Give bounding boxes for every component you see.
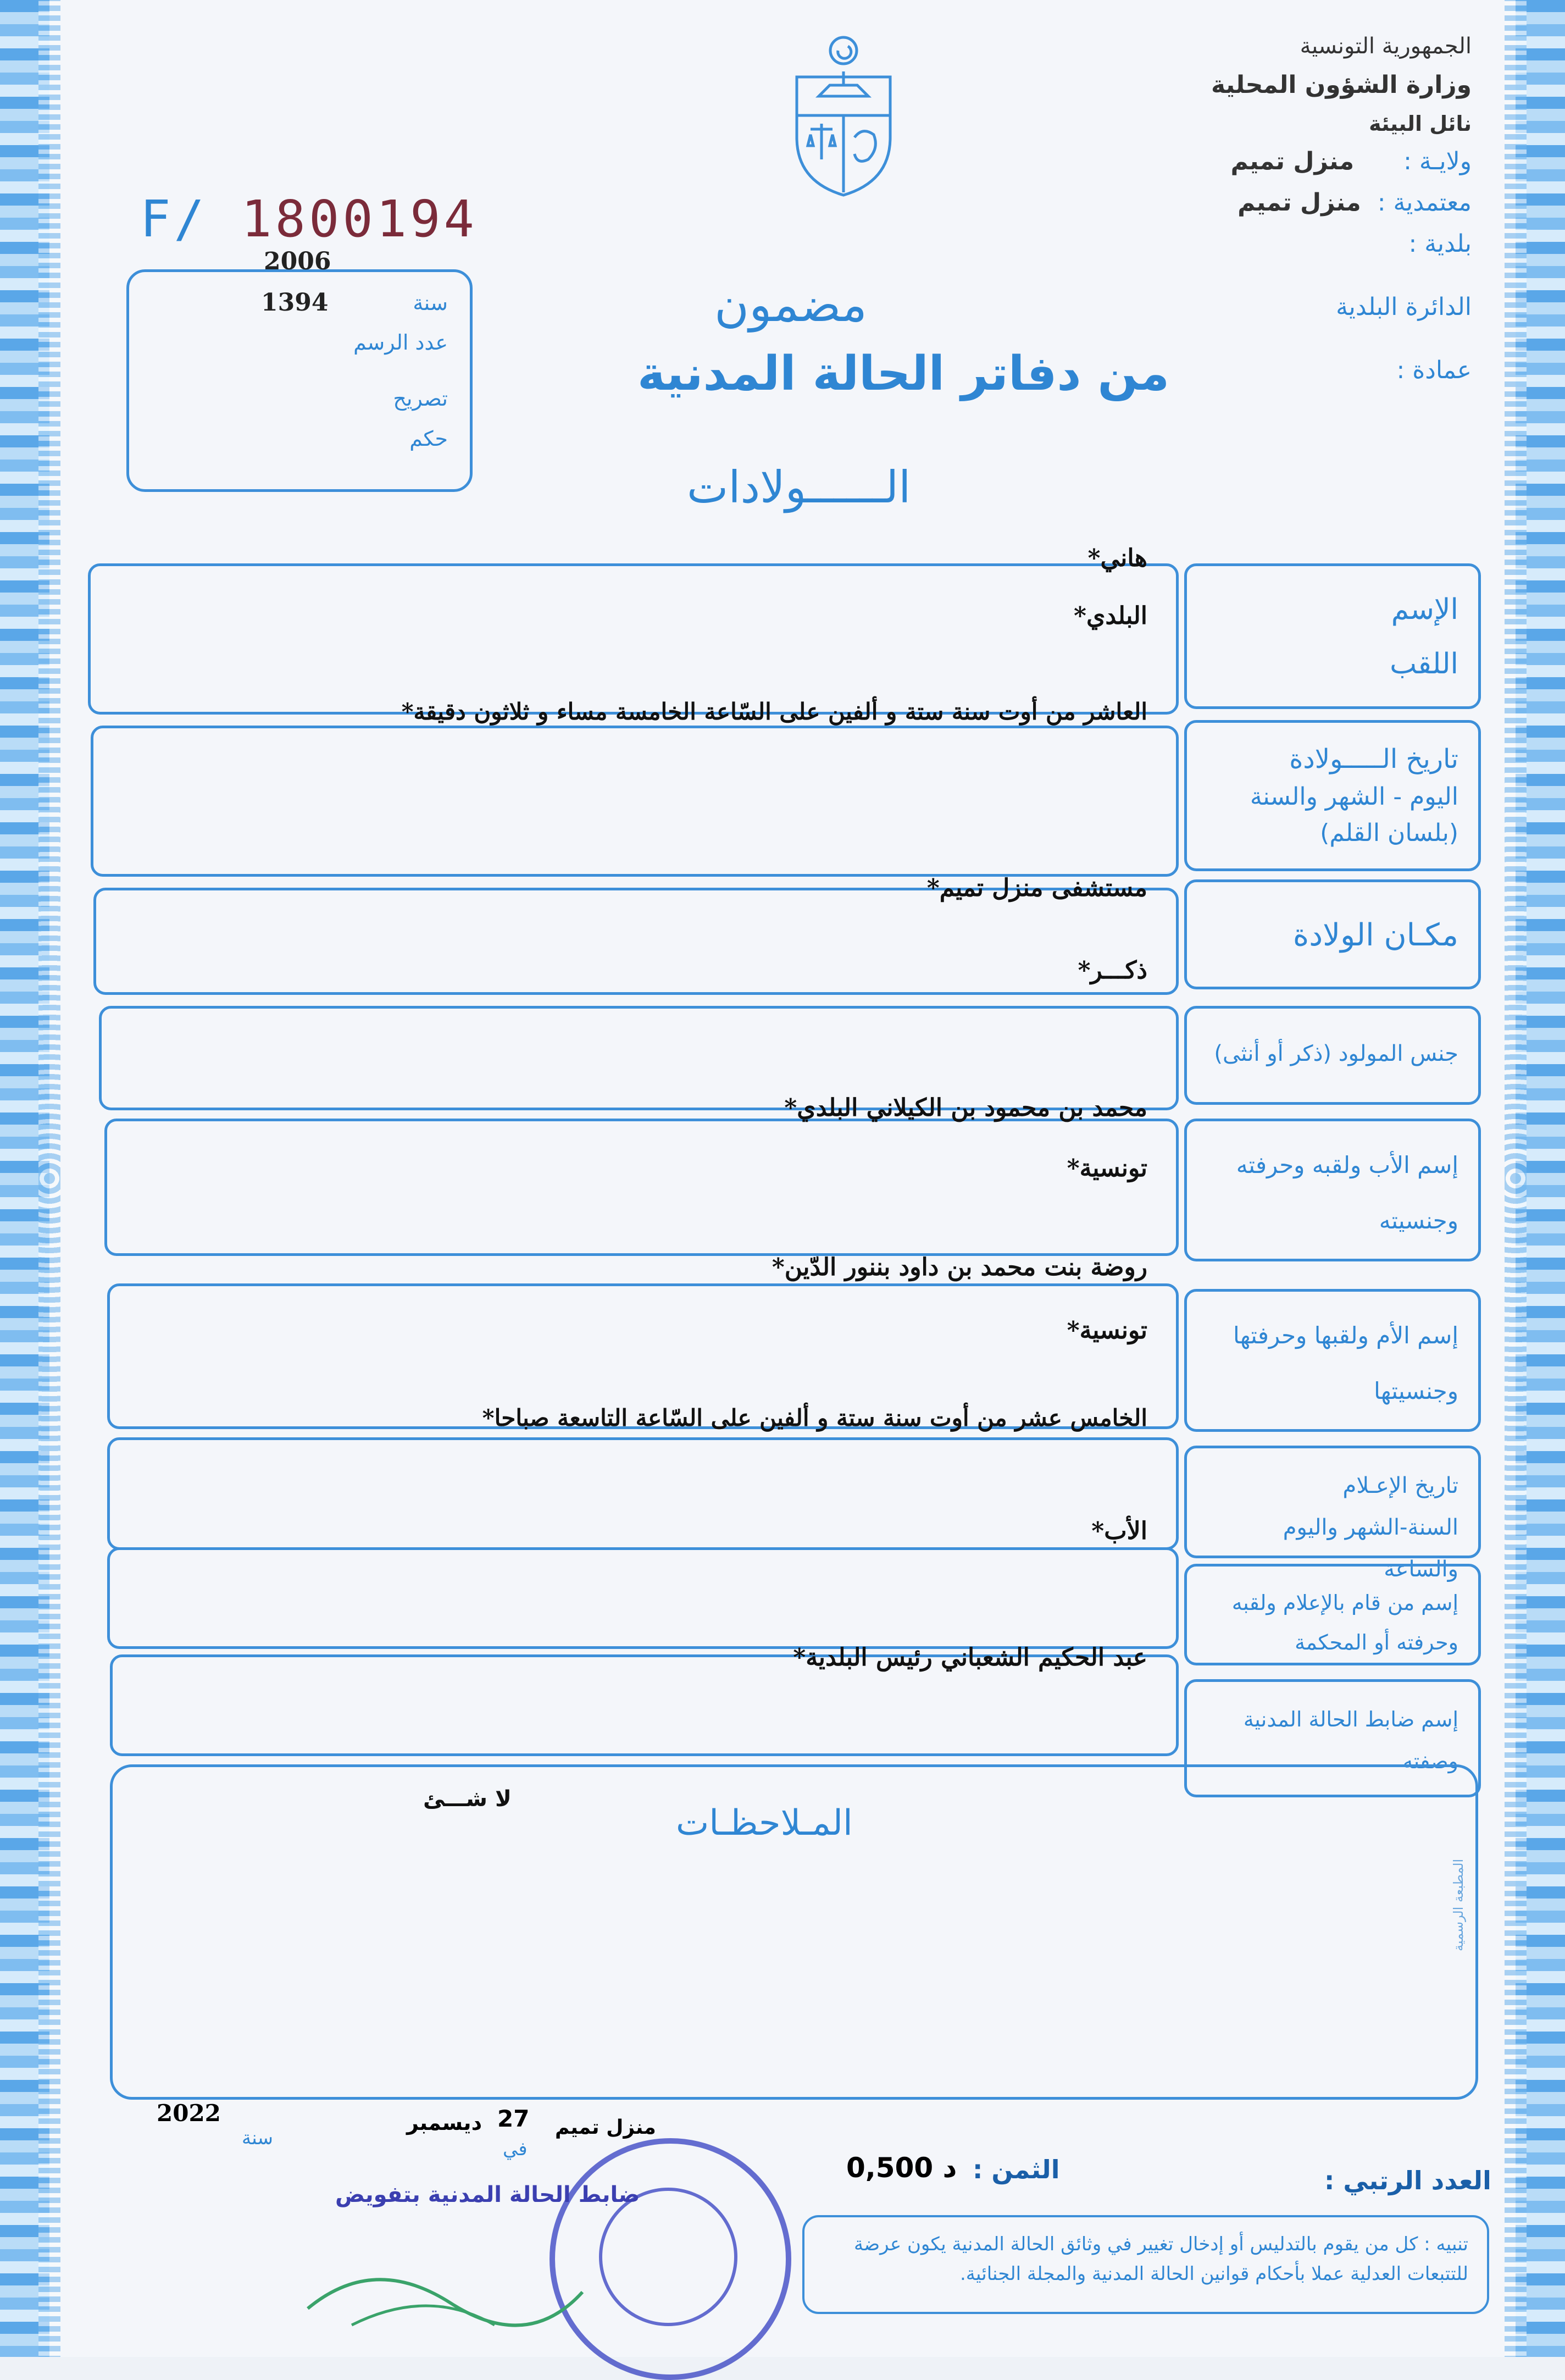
sex-value: ذكـــر* bbox=[1078, 956, 1147, 984]
decorative-border-right bbox=[1516, 0, 1565, 2357]
serial-prefix: F/ bbox=[140, 190, 208, 248]
name-label: الإسم bbox=[1391, 593, 1458, 626]
father-nationality-value: تونسية* bbox=[1067, 1154, 1147, 1182]
moatamadia-label: معتمدية : bbox=[1377, 189, 1472, 217]
birth-place-label-box bbox=[1184, 879, 1481, 989]
declaration-date-value-box bbox=[107, 1437, 1179, 1550]
declarant-label: إسم من قام بالإعلام ولقبه bbox=[1231, 1591, 1458, 1615]
sex-label-box bbox=[1184, 1006, 1481, 1105]
wilaya-label: ولايـة : bbox=[1403, 147, 1472, 176]
registration-box bbox=[126, 247, 473, 492]
decorative-border-left bbox=[0, 0, 49, 2357]
notes-value: لا شـــئ bbox=[423, 1786, 512, 1812]
declarant-label-box bbox=[1184, 1564, 1481, 1665]
signature-icon bbox=[286, 2188, 593, 2342]
declaration-date-sublabel: السنة-الشهر واليوم والساعة bbox=[1283, 1515, 1458, 1582]
declaration-date-value: الخامس عشر من أوت سنة ستة و ألفين على السّاعة التاسعة صباحا* bbox=[482, 1404, 1147, 1431]
footer-month: ديسمبر bbox=[407, 2111, 482, 2135]
footer-place: منزل تميم bbox=[555, 2116, 656, 2139]
footer-day: 27 bbox=[497, 2105, 530, 2132]
birth-place-value-box bbox=[93, 888, 1179, 995]
baladia-label: بلدية : bbox=[1408, 229, 1472, 258]
name-value-box bbox=[88, 563, 1179, 715]
registration-box-labels bbox=[353, 283, 448, 458]
officer-sublabel: وصفته bbox=[1402, 1749, 1458, 1773]
registration-number-label: عدد الرسم bbox=[353, 330, 448, 355]
serial-number bbox=[140, 190, 478, 248]
footer-year: 2022 bbox=[157, 2100, 221, 2127]
district-label: الدائرة البلدية bbox=[1336, 292, 1472, 321]
sex-label: جنس المولود (ذكر أو أنثى) bbox=[1214, 1041, 1458, 1066]
mother-label: إسم الأم ولقبها وحرفتها bbox=[1233, 1322, 1458, 1349]
birth-date-sublabel: اليوم - الشهر والسنة bbox=[1250, 783, 1458, 811]
father-label: إسم الأب ولقبه وحرفته bbox=[1236, 1152, 1458, 1178]
document-title: مضمون bbox=[714, 278, 867, 333]
father-sublabel: وجنسيته bbox=[1379, 1206, 1458, 1234]
footer-year-label: سنة bbox=[242, 2127, 273, 2149]
signature-text: ضابط الحالة المدنية بتفويض bbox=[335, 2182, 640, 2207]
price-label: الثمن : bbox=[973, 2155, 1060, 2184]
serial-value: 1800194 bbox=[241, 190, 478, 248]
footer-in-label: في bbox=[503, 2138, 528, 2160]
notes-title: المـلاحظـات bbox=[676, 1803, 853, 1844]
serial-order-label: العدد الرتبي : bbox=[1324, 2166, 1491, 2195]
omada-label: عمادة : bbox=[1396, 356, 1472, 384]
declarant-sublabel: وحرفته أو المحكمة bbox=[1295, 1630, 1458, 1655]
birth-date-value-box bbox=[91, 726, 1179, 877]
name-value: هاني* bbox=[1087, 544, 1147, 572]
declaration-label: تصريح bbox=[393, 386, 448, 411]
name-label-box bbox=[1184, 563, 1481, 709]
mother-name-value: روضة بنت محمد بن داود بننور الدّين* bbox=[772, 1253, 1147, 1281]
ministry-note: نائل البيئة bbox=[1369, 111, 1472, 136]
judgment-label: حكم bbox=[409, 426, 448, 451]
birth-date-hint: (بلسان القلم) bbox=[1320, 819, 1458, 847]
officer-value: عبد الحكيم الشعباني رئيس البلدية* bbox=[793, 1643, 1147, 1671]
moatamadia-value: منزل تميم bbox=[1237, 189, 1361, 217]
coat-of-arms-icon bbox=[786, 33, 901, 198]
birth-place-label: مكـان الولادة bbox=[1292, 917, 1458, 953]
ministry-label: وزارة الشؤون المحلية bbox=[1211, 71, 1472, 99]
birth-date-label: تاريخ الـــــولادة bbox=[1289, 744, 1458, 774]
legal-warning: تنبيه : كل من يقوم بالتدليس أو إدخال تغيير في وثائق الحالة المدنية يكون عرضة للتتبعات العدلية عملا بأحكام قوانين الحالة المدنية والمجلة الجنائية. bbox=[802, 2215, 1489, 2314]
father-name-value: محمد بن محمود بن الكيلاني البلدي* bbox=[784, 1094, 1147, 1122]
mother-label-box bbox=[1184, 1289, 1481, 1432]
surname-value: البلدي* bbox=[1073, 602, 1147, 630]
year-value: 2006 bbox=[264, 247, 331, 275]
section-title-births: الــــــولادات bbox=[687, 462, 911, 513]
declarant-value: الأب* bbox=[1091, 1517, 1147, 1545]
mother-nationality-value: تونسية* bbox=[1067, 1316, 1147, 1344]
registration-number-value: 1394 bbox=[261, 289, 329, 317]
header-block bbox=[1087, 27, 1472, 391]
officer-label: إسم ضابط الحالة المدنية bbox=[1243, 1707, 1458, 1731]
document-subtitle: من دفاتر الحالة المدنية bbox=[637, 346, 1170, 401]
declarant-value-box bbox=[107, 1547, 1179, 1649]
father-value-box bbox=[104, 1119, 1179, 1256]
republic-label: الجمهورية التونسية bbox=[1300, 34, 1472, 59]
mother-sublabel: وجنسيتها bbox=[1374, 1377, 1458, 1404]
wilaya-value: منزل تميم bbox=[1230, 147, 1355, 176]
birth-date-value: العاشر من أوت سنة ستة و ألفين على السّاعة الخامسة مساء و ثلاثون دقيقة* bbox=[401, 698, 1147, 725]
year-label: سنة bbox=[413, 291, 448, 315]
surname-label: اللقب bbox=[1390, 647, 1458, 680]
birth-date-label-box bbox=[1184, 720, 1481, 871]
birth-place-value: مستشفى منزل تميم* bbox=[926, 874, 1147, 902]
price-value: 0,500 د bbox=[846, 2152, 957, 2184]
father-label-box bbox=[1184, 1119, 1481, 1261]
printer-code: المطبعة الرسمية bbox=[1451, 1858, 1466, 1951]
declaration-date-label: تاريخ الإعـلام bbox=[1342, 1473, 1458, 1498]
declaration-date-label-box bbox=[1184, 1446, 1481, 1582]
